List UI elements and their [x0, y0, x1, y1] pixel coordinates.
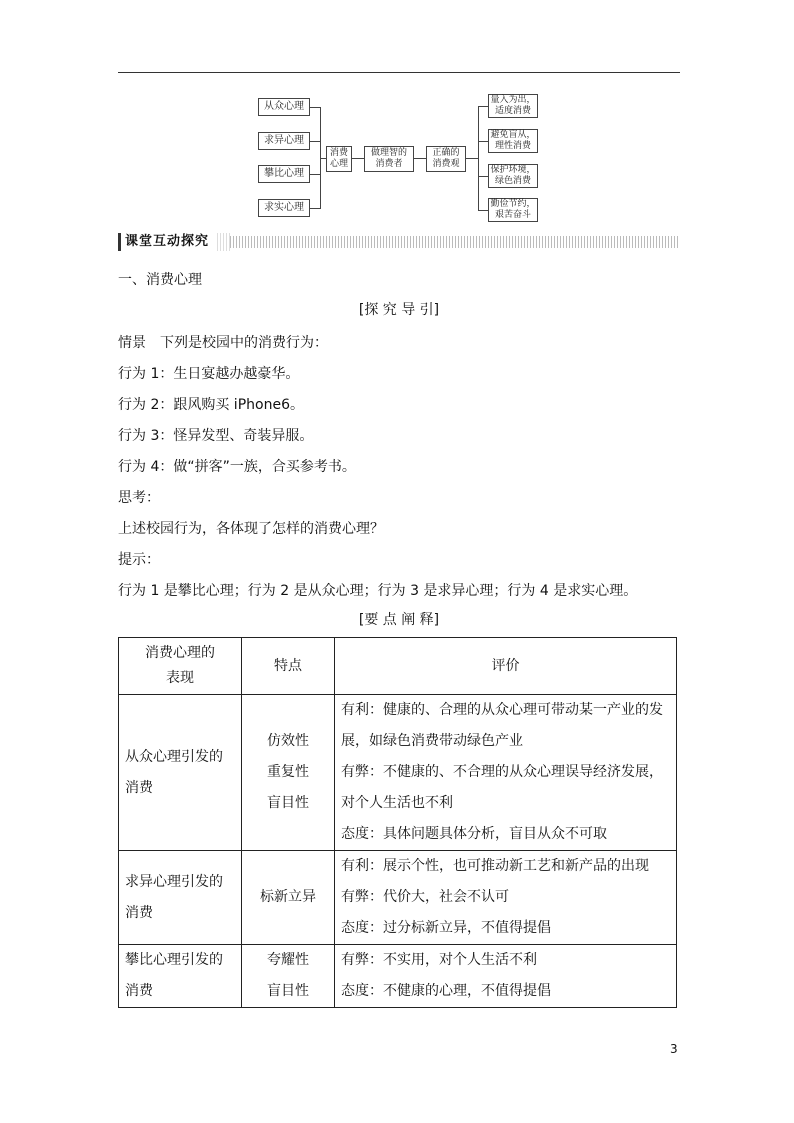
behavior-2: 行为 2：跟风购买 iPhone6。 [118, 397, 304, 413]
scenario-text: 情景 下列是校园中的消费行为： [118, 335, 328, 351]
header-evaluation: 评价 [335, 638, 677, 695]
points-title: [要 点 阐 释] [358, 612, 440, 628]
row-features: 标新立异 [242, 851, 335, 945]
row-type: 从众心理引发的 消费 [119, 695, 242, 851]
top-rule [118, 72, 680, 73]
question-text: 上述校园行为，各体现了怎样的消费心理？ [118, 521, 384, 537]
section-title: 课堂互动探究 [118, 233, 215, 251]
diagram-box-consumer-psychology: 消费 心理 [326, 146, 352, 172]
row-features: 仿效性 重复性 盲目性 [242, 695, 335, 851]
row-features: 夸耀性 盲目性 [242, 945, 335, 1008]
think-label: 思考： [118, 490, 160, 506]
row-type: 求异心理引发的 消费 [119, 851, 242, 945]
table-row [119, 695, 677, 851]
table-row [119, 851, 677, 945]
psychology-table [118, 637, 677, 1008]
row-type: 攀比心理引发的 消费 [119, 945, 242, 1008]
diagram-box-practical: 求实心理 [258, 199, 310, 217]
diagram-box-correct-view: 正确的 消费观 [426, 146, 466, 172]
table-row [119, 945, 677, 1008]
row-evaluation: 有利：健康的、合理的从众心理可带动某一产业的发 展，如绿色消费带动绿色产业 有弊：不健康的、不合理的从众心理误导经济发展， 对个人生活也不利 态度：具体问题具体分析，盲目从众不可取 [335, 695, 677, 851]
diagram-box-moderate: 量入为出， 适度消费 [488, 94, 538, 118]
table-header-row [119, 638, 677, 695]
behavior-1: 行为 1：生日宴越办越豪华。 [118, 366, 300, 382]
diagram-box-novelty: 求异心理 [258, 132, 310, 150]
diagram-box-green: 保护环境， 绿色消费 [488, 164, 538, 188]
header-features: 特点 [242, 638, 335, 695]
diagram-box-comparison: 攀比心理 [258, 165, 310, 183]
behavior-3: 行为 3：怪异发型、奇装异服。 [118, 428, 314, 444]
row-evaluation: 有利：展示个性，也可推动新工艺和新产品的出现 有弊：代价大，社会不认可 态度：过分标新立异，不值得提倡 [335, 851, 677, 945]
page-number: 3 [670, 1042, 678, 1056]
diagram-box-rational: 避免盲从， 理性消费 [488, 129, 538, 153]
diagram-box-thrift: 勤俭节约， 艰苦奋斗 [488, 198, 538, 222]
diagram-box-conformity: 从众心理 [258, 98, 310, 116]
header-type: 消费心理的 表现 [119, 638, 242, 695]
answer-text: 行为 1 是攀比心理；行为 2 是从众心理；行为 3 是求异心理；行为 4 是求实心理。 [118, 583, 638, 599]
guide-title: [探 究 导 引] [358, 302, 440, 318]
concept-diagram [250, 92, 550, 220]
heading-consumer-psychology: 一、消费心理 [118, 272, 202, 288]
hint-label: 提示： [118, 552, 160, 568]
section-header [118, 233, 680, 251]
diagram-box-rational-consumer: 做理智的 消费者 [364, 146, 414, 172]
behavior-4: 行为 4：做“拼客”一族，合买参考书。 [118, 459, 356, 475]
row-evaluation: 有弊：不实用，对个人生活不利 态度：不健康的心理，不值得提倡 [335, 945, 677, 1008]
